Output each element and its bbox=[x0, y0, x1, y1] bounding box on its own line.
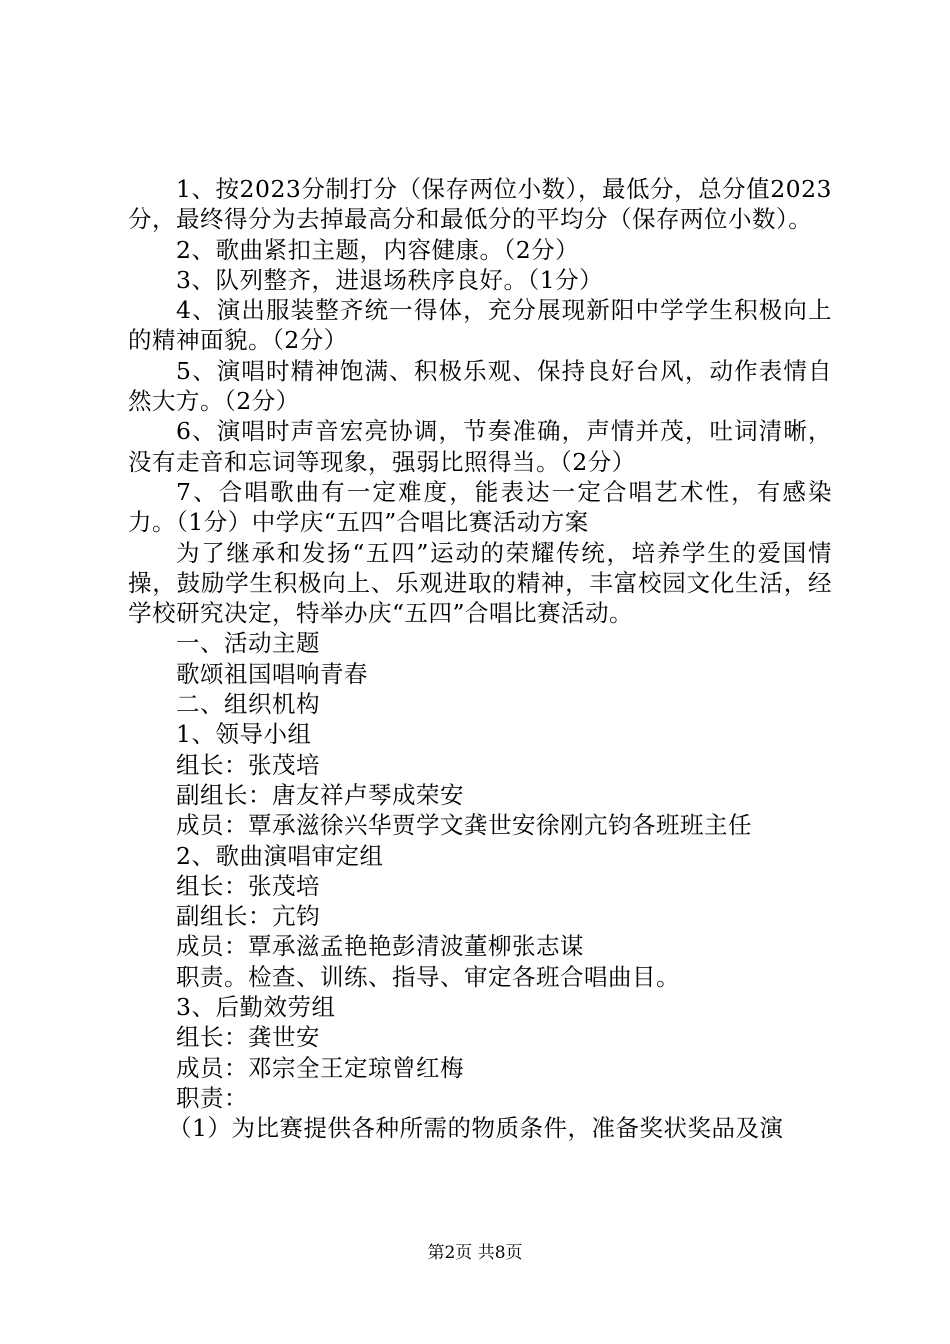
page-number-footer: 第2页 共8页 bbox=[427, 1243, 523, 1263]
paragraph-criterion-5: 5、演唱时精神饱满、积极乐观、保持良好台风，动作表情自然大方。（2分） bbox=[128, 356, 832, 416]
paragraph-review-leader: 组长：张茂培 bbox=[176, 871, 320, 900]
paragraph-criterion-3: 3、队列整齐，进退场秩序良好。（1分） bbox=[176, 265, 604, 294]
paragraph-deputy-leader: 副组长：唐友祥卢琴成荣安 bbox=[176, 780, 464, 809]
paragraph-intro: 为了继承和发扬“五四”运动的荣耀传统，培养学生的爱国情操，鼓励学生积极向上、乐观进取的精神，丰富校园文化生活，经学校研究决定，特举办庆“五四”合唱比赛活动。 bbox=[128, 538, 832, 628]
paragraph-review-duty: 职责。检查、训练、指导、审定各班合唱曲目。 bbox=[176, 962, 680, 991]
paragraph-criterion-2: 2、歌曲紧扣主题，内容健康。（2分） bbox=[176, 235, 580, 264]
paragraph-criterion-7: 7、合唱歌曲有一定难度，能表达一定合唱艺术性，有感染力。（1分）中学庆“五四”合唱比赛活动方案 bbox=[128, 477, 832, 537]
paragraph-logistics-members: 成员：邓宗全王定琼曾红梅 bbox=[176, 1053, 464, 1082]
heading-activity-theme: 一、活动主题 bbox=[176, 629, 320, 658]
paragraph-logistics-duty-label: 职责： bbox=[176, 1083, 248, 1112]
paragraph-members: 成员：覃承滋徐兴华贾学文龚世安徐刚亢钧各班班主任 bbox=[176, 811, 752, 840]
paragraph-logistics-leader: 组长：龚世安 bbox=[176, 1023, 320, 1052]
paragraph-criterion-6: 6、演唱时声音宏亮协调，节奏准确，声情并茂，吐词清晰，没有走音和忘词等现象，强弱比照得当。（2分） bbox=[128, 417, 832, 476]
paragraph-leader: 组长：张茂培 bbox=[176, 750, 320, 779]
paragraph-logistics-duty-1: （1）为比赛提供各种所需的物质条件，准备奖状奖品及演 bbox=[168, 1114, 784, 1143]
document-body bbox=[128, 174, 832, 1144]
paragraph-scoring-rule: 1、按2023分制打分（保存两位小数），最低分，总分值2023分，最终得分为去掉最高分和最低分的平均分（保存两位小数）。 bbox=[128, 175, 832, 234]
heading-leadership-group: 1、领导小组 bbox=[176, 720, 312, 749]
paragraph-review-members: 成员：覃承滋孟艳艳彭清波董柳张志谋 bbox=[176, 932, 584, 961]
paragraph-theme-text: 歌颂祖国唱响青春 bbox=[176, 659, 368, 688]
heading-organization: 二、组织机构 bbox=[176, 690, 320, 719]
paragraph-criterion-4: 4、演出服装整齐统一得体，充分展现新阳中学学生积极向上的精神面貌。（2分） bbox=[128, 296, 832, 355]
heading-song-review-group: 2、歌曲演唱审定组 bbox=[176, 841, 384, 870]
paragraph-review-deputy: 副组长：亢钧 bbox=[176, 902, 320, 931]
heading-logistics-group: 3、后勤效劳组 bbox=[176, 993, 336, 1022]
